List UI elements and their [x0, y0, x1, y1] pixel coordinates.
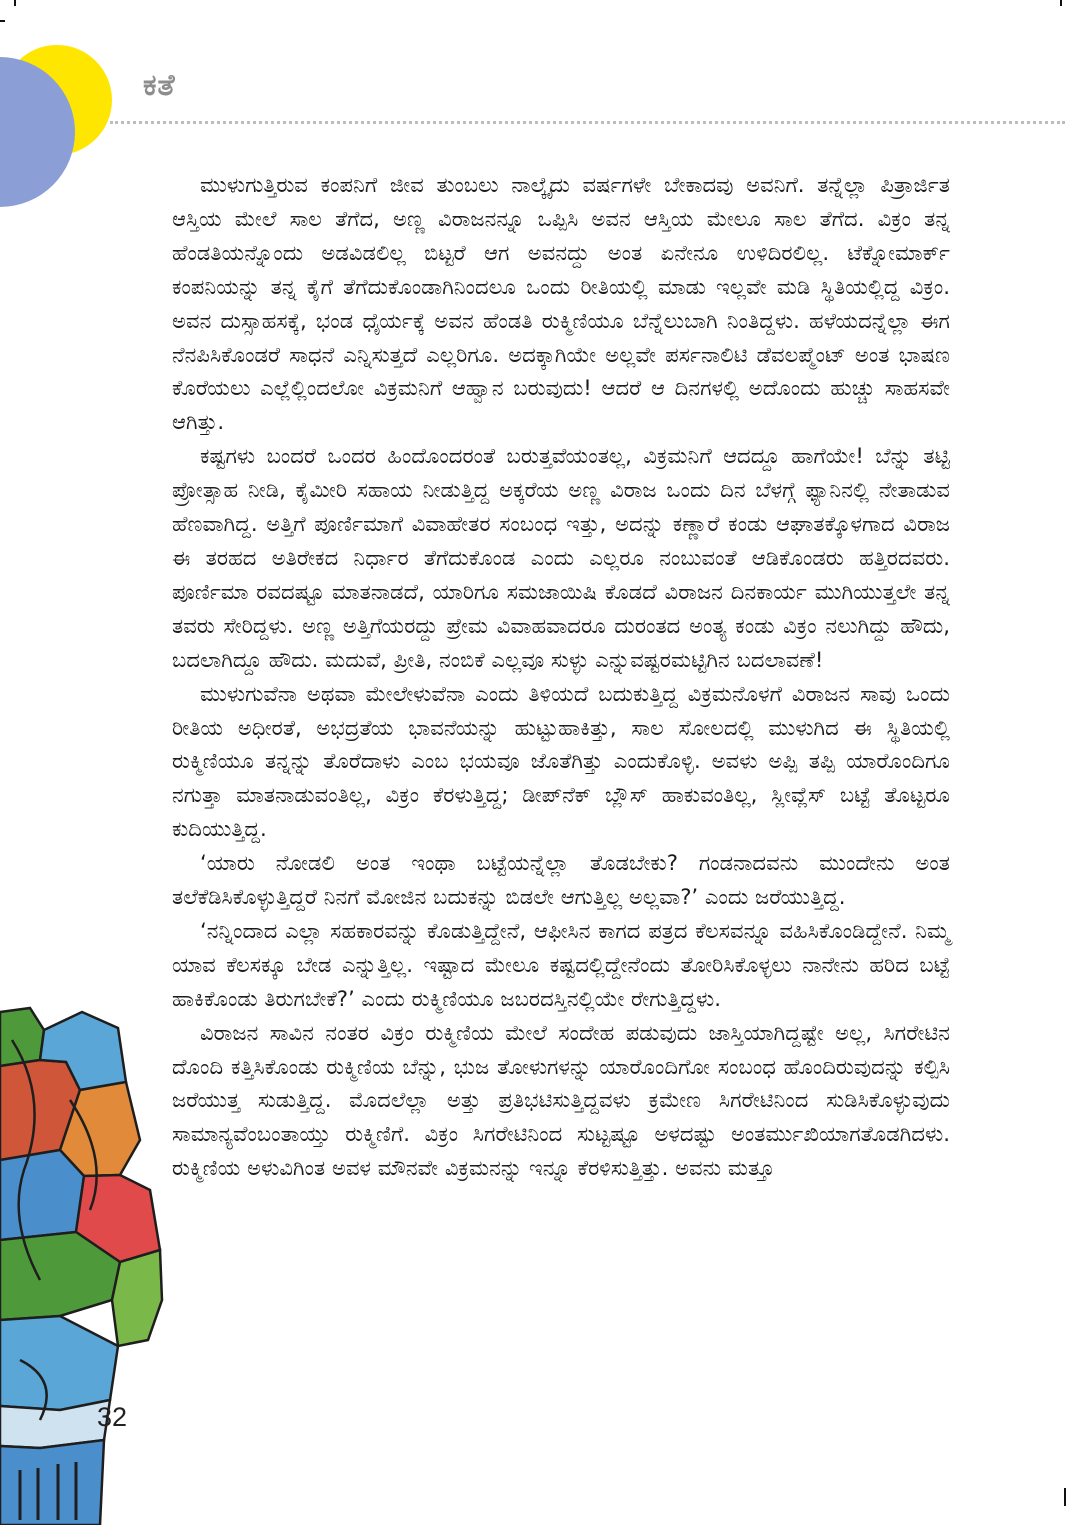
story-paragraph: ಕಷ್ಟಗಳು ಬಂದರೆ ಒಂದರ ಹಿಂದೊಂದರಂತೆ ಬರುತ್ತವೆಯಂತಲ್ಲ, ವಿಕ್ರಮನಿಗೆ ಆದದ್ದೂ ಹಾಗೆಯೇ! ಬೆನ್ನು ತಟ್ಟಿ ಪ್ರೋತ್ಸಾಹ ನೀಡಿ, ಕೈಮೀರಿ ಸಹಾಯ ನೀಡುತ್ತಿದ್ದ ಅಕ್ಕರೆಯ ಅಣ್ಣ ವಿರಾಜ ಒಂದು ದಿನ ಬೆಳಗ್ಗೆ ಫ್ಯಾನಿನಲ್ಲಿ ನೇತಾಡುವ ಹೆಣವಾಗಿದ್ದ. ಅತ್ತಿಗೆ ಪೂರ್ಣಿಮಾಗೆ ವಿವಾಹೇತರ ಸಂಬಂಧ ಇತ್ತು, ಅದನ್ನು ಕಣ್ಣಾರೆ ಕಂಡು ಆಘಾತಕ್ಕೊಳಗಾದ ವಿರಾಜ ಈ ತರಹದ ಅತಿರೇಕದ ನಿರ್ಧಾರ ತೆಗೆದುಕೊಂಡ ಎಂದು ಎಲ್ಲರೂ ನಂಬುವಂತೆ ಆಡಿಕೊಂಡರು ಹತ್ತಿರದವರು. ಪೂರ್ಣಿಮಾ ರವದಷ್ಟೂ ಮಾತನಾಡದೆ, ಯಾರಿಗೂ ಸಮಜಾಯಿಷಿ ಕೊಡದೆ ವಿರಾಜನ ದಿನಕಾರ್ಯ ಮುಗಿಯುತ್ತಲೇ ತನ್ನ ತವರು ಸೇರಿದ್ದಳು. ಅಣ್ಣ ಅತ್ತಿಗೆಯರದ್ದು ಪ್ರೇಮ ವಿವಾಹವಾದರೂ ದುರಂತದ ಅಂತ್ಯ ಕಂಡು ವಿಕ್ರಂ ನಲುಗಿದ್ದು ಹೌದು, ಬದಲಾಗಿದ್ದೂ ಹೌದು. ಮದುವೆ, ಪ್ರೀತಿ, ನಂಬಿಕೆ ಎಲ್ಲವೂ ಸುಳ್ಳು ಎನ್ನುವಷ್ಟರಮಟ್ಟಿಗಿನ ಬದಲಾವಣೆ!: [172, 443, 950, 672]
section-title: ಕತೆ: [143, 68, 176, 103]
story-paragraph: ಮುಳುಗುವೆನಾ ಅಥವಾ ಮೇಲೇಳುವೆನಾ ಎಂದು ತಿಳಿಯದೆ ಬದುಕುತ್ತಿದ್ದ ವಿಕ್ರಮನೊಳಗೆ ವಿರಾಜನ ಸಾವು ಒಂದು ರೀತಿಯ ಅಧೀರತೆ, ಅಭದ್ರತೆಯ ಭಾವನೆಯನ್ನು ಹುಟ್ಟುಹಾಕಿತ್ತು, ಸಾಲ ಸೋಲದಲ್ಲಿ ಮುಳುಗಿದ ಈ ಸ್ಥಿತಿಯಲ್ಲಿ ರುಕ್ಮಿಣಿಯೂ ತನ್ನನ್ನು ತೊರೆದಾಳು ಎಂಬ ಭಯವೂ ಜೊತೆಗಿತ್ತು ಎಂದುಕೊಳ್ಳಿ. ಅವಳು ಅಪ್ಪಿ ತಪ್ಪಿ ಯಾರೊಂದಿಗೂ ನಗುತ್ತಾ ಮಾತನಾಡುವಂತಿಲ್ಲ, ವಿಕ್ರಂ ಕೆರಳುತ್ತಿದ್ದ; ಡೀಪ್‌ನೆಕ್ ಬ್ಲೌಸ್ ಹಾಕುವಂತಿಲ್ಲ, ಸ್ಲೀವ್ಲೆಸ್ ಬಟ್ಟೆ ತೊಟ್ಟರೂ ಕುದಿಯುತ್ತಿದ್ದ.: [172, 680, 950, 842]
story-paragraph: ವಿರಾಜನ ಸಾವಿನ ನಂತರ ವಿಕ್ರಂ ರುಕ್ಮಿಣಿಯ ಮೇಲೆ ಸಂದೇಹ ಪಡುವುದು ಜಾಸ್ತಿಯಾಗಿದ್ದಷ್ಟೇ ಅಲ್ಲ, ಸಿಗರೇಟಿನ ದೊಂದಿ ಕತ್ತಿಸಿಕೊಂಡು ರುಕ್ಮಿಣಿಯ ಬೆನ್ನು, ಭುಜ ತೋಳುಗಳನ್ನು ಯಾರೊಂದಿಗೋ ಸಂಬಂಧ ಹೊಂದಿರುವುದನ್ನು ಕಲ್ಪಿಸಿ ಜರೆಯುತ್ತ ಸುಡುತ್ತಿದ್ದ. ಮೊದಲೆಲ್ಲಾ ಅತ್ತು ಪ್ರತಿಭಟಿಸುತ್ತಿದ್ದವಳು ಕ್ರಮೇಣ ಸಿಗರೇಟಿನಿಂದ ಸುಡಿಸಿಕೊಳ್ಳುವುದು ಸಾಮಾನ್ಯವೆಂಬಂತಾಯ್ತು ರುಕ್ಮಿಣಿಗೆ. ವಿಕ್ರಂ ಸಿಗರೇಟಿನಿಂದ ಸುಟ್ಟಷ್ಟೂ ಅಳದಷ್ಟು ಅಂತರ್ಮುಖಿಯಾಗತೊಡಗಿದಳು. ರುಕ್ಮಿಣಿಯ ಅಳುವಿಗಿಂತ ಅವಳ ಮೌನವೇ ವಿಕ್ರಮನನ್ನು ಇನ್ನೂ ಕೆರಳಿಸುತ್ತಿತ್ತು. ಅವನು ಮತ್ತೂ: [172, 1019, 950, 1181]
story-paragraph: ‘ಯಾರು ನೋಡಲಿ ಅಂತ ಇಂಥಾ ಬಟ್ಟೆಯನ್ನೆಲ್ಲಾ ತೊಡಬೇಕು? ಗಂಡನಾದವನು ಮುಂದೇನು ಅಂತ ತಲೆಕೆಡಿಸಿಕೊಳ್ಳುತ್ತಿದ್ದರೆ ನಿನಗೆ ಮೋಜಿನ ಬದುಕನ್ನು ಬಿಡಲೇ ಆಗುತ್ತಿಲ್ಲ ಅಲ್ಲವಾ?’ ಎಂದು ಜರೆಯುತ್ತಿದ್ದ.: [172, 850, 950, 910]
story-paragraph: ‘ನನ್ನಿಂದಾದ ಎಲ್ಲಾ ಸಹಕಾರವನ್ನು ಕೊಡುತ್ತಿದ್ದೇನೆ, ಆಫೀಸಿನ ಕಾಗದ ಪತ್ರದ ಕೆಲಸವನ್ನೂ ವಹಿಸಿಕೊಂಡಿದ್ದೇನೆ. ನಿಮ್ಮ ಯಾವ ಕೆಲಸಕ್ಕೂ ಬೇಡ ಎನ್ನುತ್ತಿಲ್ಲ. ಇಷ್ಟಾದ ಮೇಲೂ ಕಷ್ಟದಲ್ಲಿದ್ದೇನೆಂದು ತೋರಿಸಿಕೊಳ್ಳಲು ನಾನೇನು ಹರಿದ ಬಟ್ಟೆ ಹಾಕಿಕೊಂಡು ತಿರುಗಬೇಕೆ?’ ಎಂದು ರುಕ್ಮಿಣಿಯೂ ಜಬರದಸ್ತಿನಲ್ಲಿಯೇ ರೇಗುತ್ತಿದ್ದಳು.: [172, 917, 950, 1011]
page-number: 32: [97, 1402, 128, 1432]
story-paragraph: ಮುಳುಗುತ್ತಿರುವ ಕಂಪನಿಗೆ ಜೀವ ತುಂಬಲು ನಾಲ್ಕೈದು ವರ್ಷಗಳೇ ಬೇಕಾದವು ಅವನಿಗೆ. ತನ್ನೆಲ್ಲಾ ಪಿತ್ರಾರ್ಜಿತ ಆಸ್ತಿಯ ಮೇಲೆ ಸಾಲ ತೆಗೆದ, ಅಣ್ಣ ವಿರಾಜನನ್ನೂ ಒಪ್ಪಿಸಿ ಅವನ ಆಸ್ತಿಯ ಮೇಲೂ ಸಾಲ ತೆಗೆದ. ವಿಕ್ರಂ ತನ್ನ ಹೆಂಡತಿಯನ್ನೊಂದು ಅಡವಿಡಲಿಲ್ಲ ಬಿಟ್ಟರೆ ಆಗ ಅವನದ್ದು ಅಂತ ಏನೇನೂ ಉಳಿದಿರಲಿಲ್ಲ. ಟೆಕ್ನೋಮಾರ್ಕ್ ಕಂಪನಿಯನ್ನು ತನ್ನ ಕೈಗೆ ತೆಗೆದುಕೊಂಡಾಗಿನಿಂದಲೂ ಒಂದು ರೀತಿಯಲ್ಲಿ ಮಾಡು ಇಲ್ಲವೇ ಮಡಿ ಸ್ಥಿತಿಯಲ್ಲಿದ್ದ ವಿಕ್ರಂ. ಅವನ ದುಸ್ಸಾಹಸಕ್ಕೆ, ಭಂಡ ಧೈರ್ಯಕ್ಕೆ ಅವನ ಹೆಂಡತಿ ರುಕ್ಮಿಣಿಯೂ ಬೆನ್ನೆಲುಬಾಗಿ ನಿಂತಿದ್ದಳು. ಹಳೆಯದನ್ನೆಲ್ಲಾ ಈಗ ನೆನಪಿಸಿಕೊಂಡರೆ ಸಾಧನೆ ಎನ್ನಿಸುತ್ತದೆ ಎಲ್ಲರಿಗೂ. ಅದಕ್ಕಾಗಿಯೇ ಅಲ್ಲವೇ ಪರ್ಸನಾಲಿಟಿ ಡೆವಲಪ್ಮೆಂಟ್ ಅಂತ ಭಾಷಣ ಕೊರೆಯಲು ಎಲ್ಲೆಲ್ಲಿಂದಲೋ ವಿಕ್ರಮನಿಗೆ ಆಹ್ವಾನ ಬರುವುದು! ಆದರೆ ಆ ದಿನಗಳಲ್ಲಿ ಅದೊಂದು ಹುಚ್ಚು ಸಾಹಸವೇ ಆಗಿತ್ತು.: [172, 172, 950, 435]
left-illustration: [0, 1008, 162, 1525]
story-text: [172, 168, 950, 1185]
dotted-divider: [110, 121, 1065, 124]
